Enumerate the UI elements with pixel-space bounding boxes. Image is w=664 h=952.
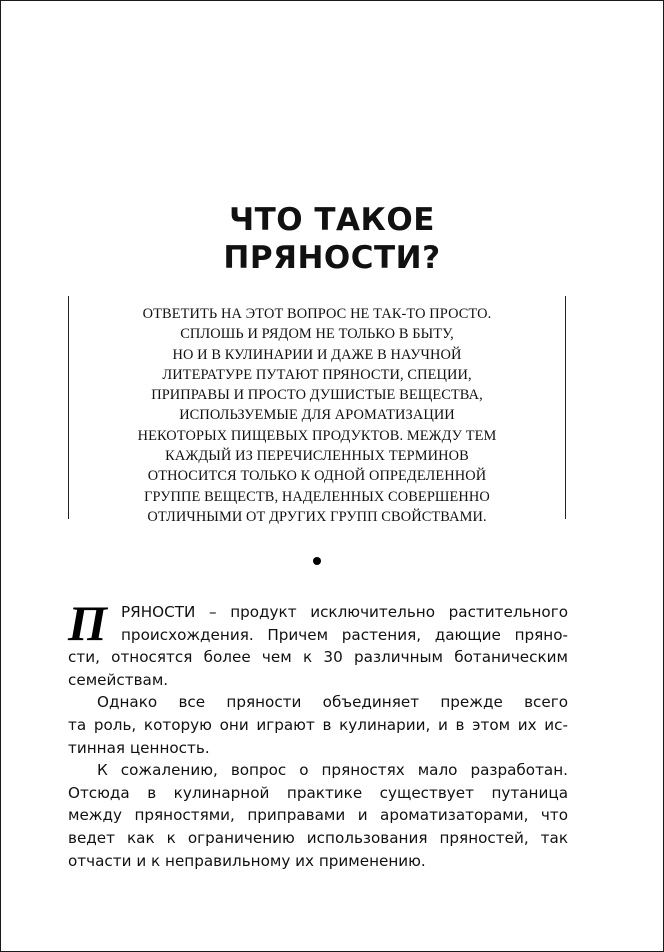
intro-box bbox=[68, 296, 566, 525]
intro-line: НЕКОТОРЫХ ПИЩЕВЫХ ПРОДУКТОВ. МЕЖДУ ТЕМ bbox=[137, 427, 497, 444]
body-line: тинная ценность. bbox=[68, 738, 210, 757]
chapter-title bbox=[1, 201, 663, 277]
body-line: РЯНОСТИ – продукт исключительно растительного bbox=[121, 603, 568, 621]
chapter-title-line-2: ПРЯНОСТИ? bbox=[223, 240, 441, 276]
body-line: сти, относятся более чем к 30 различным ботаническим bbox=[68, 648, 568, 667]
body-text bbox=[68, 595, 568, 872]
body-line: та роль, которую они играют в кулинарии, и в этом их ис- bbox=[68, 715, 568, 734]
body-line: отчасти и к неправильному их применению. bbox=[68, 851, 426, 870]
intro-line: НО И В КУЛИНАРИИ И ДАЖЕ В НАУЧНОЙ bbox=[172, 346, 462, 363]
body-line: Однако все пряности объединяет прежде всего bbox=[97, 693, 568, 712]
intro-line: ПРИПРАВЫ И ПРОСТО ДУШИСТЫЕ ВЕЩЕСТВА, bbox=[151, 387, 483, 404]
intro-line: ОТНОСИТСЯ ТОЛЬКО К ОДНОЙ ОПРЕДЕЛЕННОЙ bbox=[147, 468, 487, 485]
body-line: происхождения. Причем растения, дающие пряно- bbox=[121, 625, 568, 644]
body-line: между пряностями, приправами и ароматизаторами, что bbox=[68, 806, 568, 825]
section-divider-dot bbox=[313, 557, 321, 565]
drop-cap: П bbox=[68, 595, 107, 651]
intro-text bbox=[69, 304, 565, 527]
chapter-title-line-1: ЧТО ТАКОЕ bbox=[229, 202, 435, 238]
intro-line: ОТВЕТИТЬ НА ЭТОТ ВОПРОС НЕ ТАК-ТО ПРОСТО. bbox=[142, 306, 492, 322]
intro-line: ЛИТЕРАТУРЕ ПУТАЮТ ПРЯНОСТИ, СПЕЦИИ, bbox=[162, 366, 472, 383]
intro-line: ОТЛИЧНЫМИ ОТ ДРУГИХ ГРУПП СВОЙСТВАМИ. bbox=[147, 508, 487, 525]
body-line: К сожалению, вопрос о пряностях мало разработан. bbox=[97, 761, 568, 780]
body-line: Отсюда в кулинарной практике существует путаница bbox=[68, 783, 568, 802]
intro-line: КАЖДЫЙ ИЗ ПЕРЕЧИСЛЕННЫХ ТЕРМИНОВ bbox=[165, 448, 469, 465]
body-line: ведет как к ограничению использования пряностей, так bbox=[68, 828, 568, 847]
body-line: семействам. bbox=[68, 670, 169, 689]
intro-line: ГРУППЕ ВЕЩЕСТВ, НАДЕЛЕННЫХ СОВЕРШЕННО bbox=[144, 488, 490, 505]
intro-line: ИСПОЛЬЗУЕМЫЕ ДЛЯ АРОМАТИЗАЦИИ bbox=[179, 407, 455, 424]
intro-line: СПЛОШЬ И РЯДОМ НЕ ТОЛЬКО В БЫТУ, bbox=[180, 326, 454, 343]
